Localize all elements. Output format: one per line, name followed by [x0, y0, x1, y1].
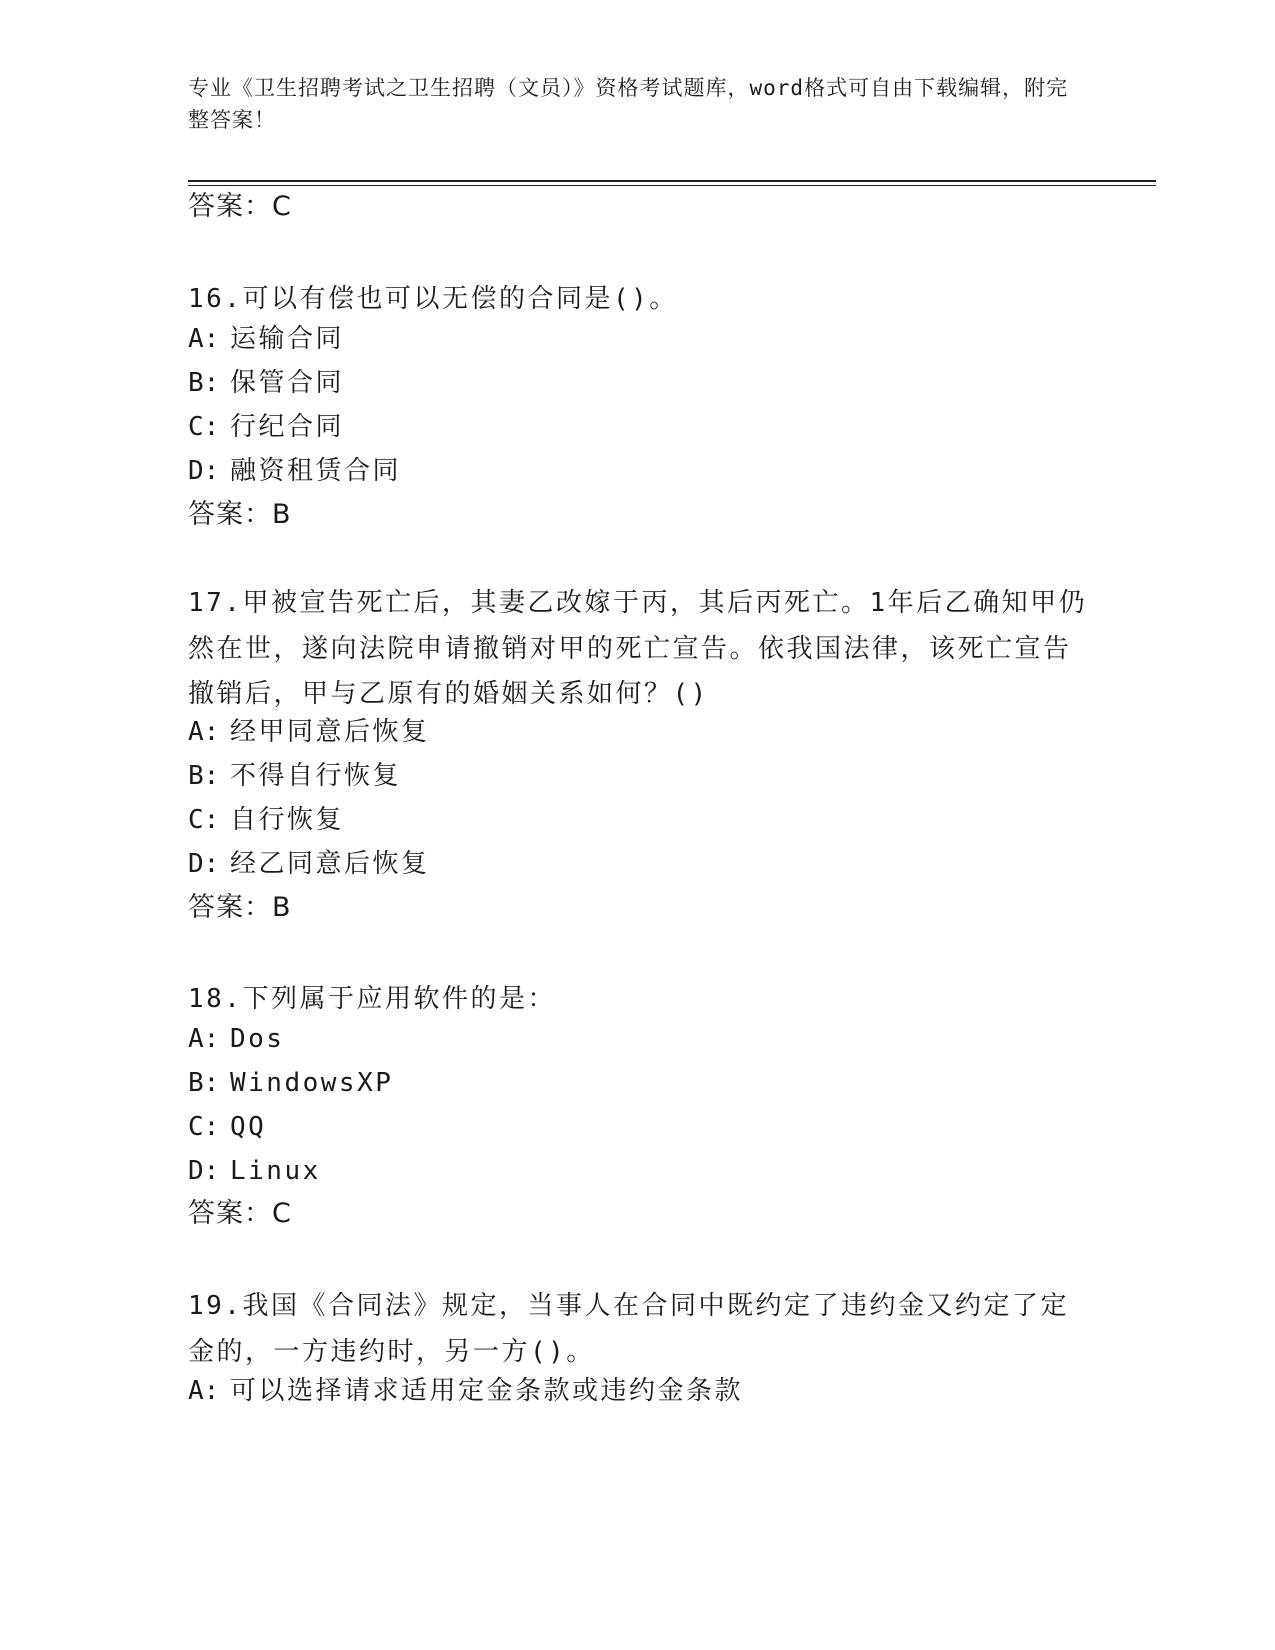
option-label: A: [188, 717, 220, 747]
option-label: A: [188, 324, 220, 354]
option-text: 自行恢复 [230, 805, 345, 835]
option-label: B: [188, 761, 220, 791]
question-18-option-d [188, 1154, 321, 1188]
option-label: C: [188, 412, 220, 442]
option-label: C: [188, 805, 220, 835]
option-label: A: [188, 1376, 220, 1406]
question-19-option-a [188, 1374, 743, 1408]
option-text: 不得自行恢复 [230, 761, 402, 791]
option-text: Dos [230, 1024, 285, 1054]
option-text: 行纪合同 [230, 412, 345, 442]
question-16-option-d [188, 454, 401, 488]
answer-15: 答案：C [188, 191, 292, 222]
option-label: D: [188, 1156, 220, 1186]
option-text: Linux [230, 1156, 321, 1186]
question-17-option-c [188, 803, 344, 837]
option-label: C: [188, 1112, 220, 1142]
answer-16: 答案：B [188, 499, 292, 530]
question-17-option-a [188, 715, 430, 749]
option-text: 可以选择请求适用定金条款或违约金条款 [230, 1376, 744, 1406]
answer-18: 答案：C [188, 1198, 292, 1229]
question-17-text: 17.甲被宣告死亡后，其妻乙改嫁于丙，其后丙死亡。1年后乙确知甲仍然在世，遂向法院申请撤销对甲的死亡宣告。依我国法律，该死亡宣告撤销后，甲与乙原有的婚姻关系如何？() [188, 588, 1088, 709]
option-text: 经甲同意后恢复 [230, 717, 430, 747]
option-label: B: [188, 368, 220, 398]
question-19-text: 19.我国《合同法》规定，当事人在合同中既约定了违约金又约定了定金的，一方违约时，另一方()。 [188, 1291, 1069, 1367]
header-rule-thin [188, 185, 1156, 186]
question-16-option-a [188, 322, 344, 356]
document-header: 专业《卫生招聘考试之卫生招聘（文员）》资格考试题库，word格式可自由下载编辑，附完整答案！ [188, 76, 1069, 132]
answer-17: 答案：B [188, 892, 292, 923]
question-18-option-c [188, 1110, 266, 1144]
option-text: QQ [230, 1112, 267, 1142]
question-16-option-b [188, 366, 344, 400]
question-18-text: 18.下列属于应用软件的是： [188, 984, 556, 1014]
question-17-option-d [188, 847, 430, 881]
question-18-option-b [188, 1066, 393, 1100]
option-text: WindowsXP [230, 1068, 394, 1098]
header-rule-thick [188, 180, 1156, 182]
question-16-text: 16.可以有偿也可以无偿的合同是()。 [188, 284, 678, 314]
option-text: 经乙同意后恢复 [230, 849, 430, 879]
question-17-option-b [188, 759, 401, 793]
option-text: 融资租赁合同 [230, 456, 402, 486]
option-label: D: [188, 456, 220, 486]
option-text: 保管合同 [230, 368, 345, 398]
option-text: 运输合同 [230, 324, 345, 354]
question-16-option-c [188, 410, 344, 444]
option-label: D: [188, 849, 220, 879]
option-label: A: [188, 1024, 220, 1054]
question-18-option-a [188, 1022, 284, 1056]
option-label: B: [188, 1068, 220, 1098]
